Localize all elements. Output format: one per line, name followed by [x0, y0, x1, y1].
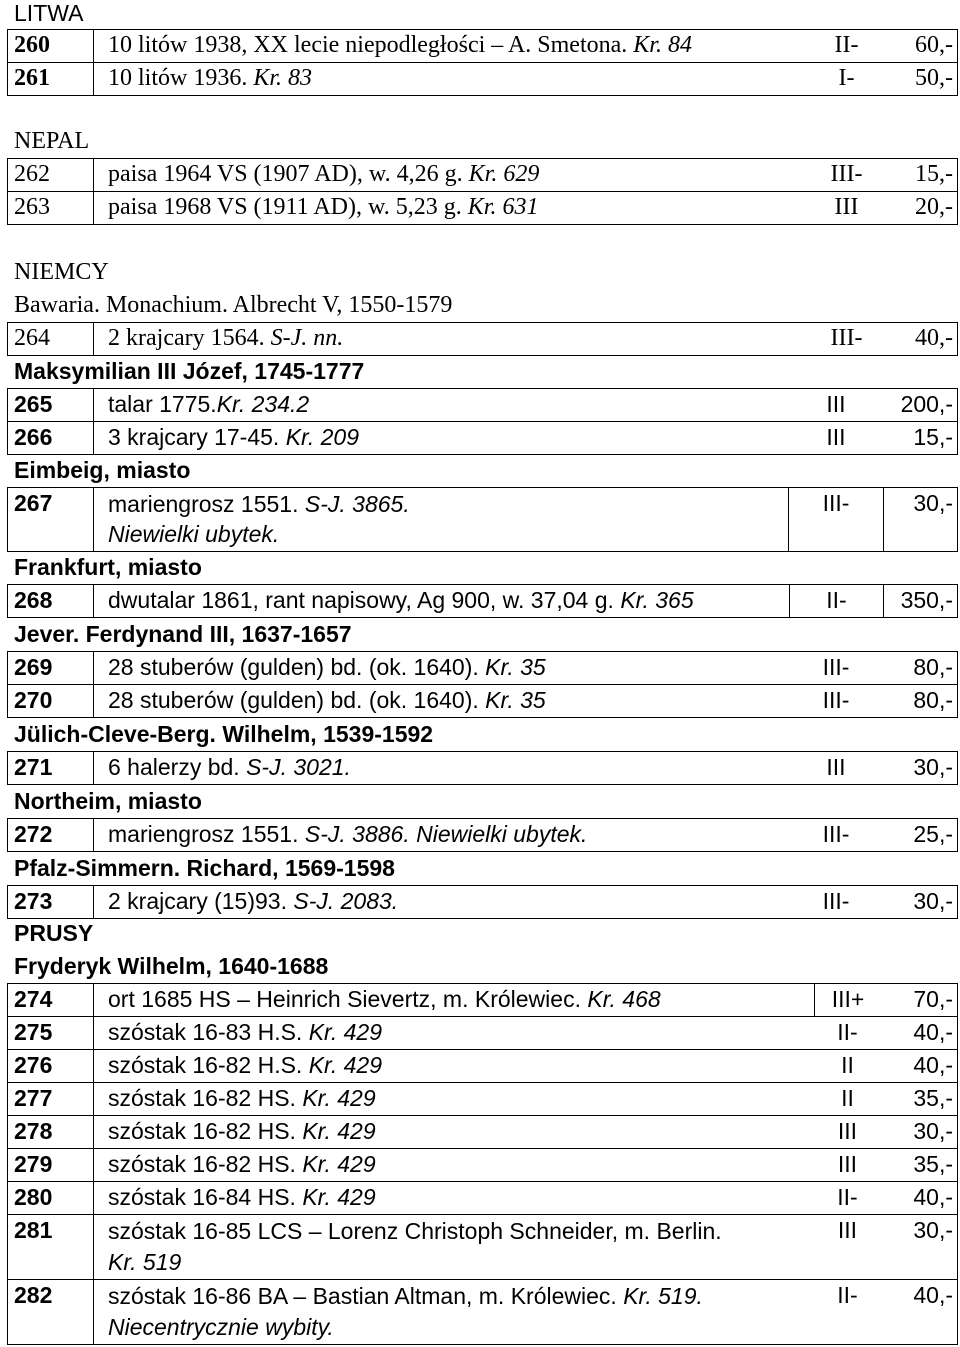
lot-number: 277 — [14, 1085, 53, 1111]
lot-description: talar 1775. — [108, 391, 217, 417]
lot-reference: S-J. 3886. Niewielki ubytek. — [304, 821, 588, 847]
lot-reference: Kr. 429 — [308, 1019, 383, 1045]
lot-description: 2 krajcary (15)93. — [108, 888, 287, 914]
lot-price: 70,- — [913, 986, 953, 1012]
lot-reference: Kr. 429 — [308, 1052, 383, 1078]
lot-price: 40,- — [913, 1052, 953, 1078]
lot-row — [7, 1148, 958, 1182]
lot-reference: Kr. 429 — [302, 1151, 376, 1177]
lot-reference: Kr. 629 — [468, 161, 540, 187]
lot-number: 266 — [14, 424, 53, 450]
subsection-fryderyk: Fryderyk Wilhelm, 1640-1688 — [14, 953, 329, 979]
lot-grade: III — [826, 391, 846, 417]
subsection-bawaria: Bawaria. Monachium. Albrecht V, 1550-1579 — [14, 292, 453, 318]
lot-price: 40,- — [913, 1019, 953, 1045]
lot-row — [7, 1279, 958, 1345]
lot-reference: Kr. 35 — [485, 687, 546, 713]
lot-reference: Kr. 429 — [302, 1118, 376, 1144]
lot-row — [7, 751, 958, 785]
lot-reference: S-J. 3021. — [246, 754, 351, 780]
lot-row — [7, 584, 958, 618]
lot-description: szóstak 16-83 H.S. — [108, 1019, 303, 1045]
lot-description: 10 litów 1936. — [108, 65, 248, 91]
lot-price: 30,- — [913, 1217, 953, 1243]
lot-reference: Kr. 84 — [633, 32, 692, 58]
lot-row — [7, 62, 958, 96]
section-heading-prusy: PRUSY — [14, 920, 94, 946]
lot-number: 271 — [14, 754, 53, 780]
lot-description: ort 1685 HS – Heinrich Sievertz, m. Królewiec. — [108, 986, 581, 1012]
lot-grade: III- — [822, 888, 850, 914]
lot-description: szóstak 16-84 HS. — [108, 1184, 296, 1210]
lot-price: 60,- — [915, 32, 953, 58]
subsection-pfalz: Pfalz-Simmern. Richard, 1569-1598 — [14, 855, 395, 881]
lot-price: 20,- — [915, 194, 953, 220]
lot-grade: III- — [822, 654, 850, 680]
lot-price: 30,- — [913, 888, 953, 914]
lot-row — [7, 29, 958, 63]
lot-number: 262 — [14, 161, 50, 187]
lot-row — [7, 158, 958, 192]
lot-description: 28 stuberów (gulden) bd. (ok. 1640). — [108, 687, 479, 713]
lot-row — [7, 1214, 958, 1280]
lot-number: 278 — [14, 1118, 53, 1144]
lot-number: 273 — [14, 888, 53, 914]
lot-reference: Kr. 429 — [302, 1184, 376, 1210]
lot-number: 268 — [14, 587, 53, 613]
lot-row — [7, 322, 958, 356]
lot-price: 40,- — [913, 1184, 953, 1210]
lot-grade: III — [826, 424, 846, 450]
lot-reference: Kr. 519. — [623, 1283, 703, 1309]
lot-grade: III- — [822, 821, 850, 847]
lot-description: szóstak 16-86 BA – Bastian Altman, m. Królewiec. — [108, 1283, 617, 1309]
lot-grade: III — [834, 194, 859, 220]
lot-price: 35,- — [913, 1151, 953, 1177]
lot-description: mariengrosz 1551. — [108, 821, 299, 847]
lot-grade: II- — [837, 1184, 858, 1210]
section-heading-nepal: NEPAL — [14, 128, 90, 154]
lot-price: 15,- — [915, 161, 953, 187]
lot-price: 80,- — [913, 654, 953, 680]
lot-number: 274 — [14, 986, 53, 1012]
lot-price: 15,- — [913, 424, 953, 450]
lot-price: 35,- — [913, 1085, 953, 1111]
lot-row — [7, 1016, 958, 1050]
lot-description: szóstak 16-85 LCS – Lorenz Christoph Schneider, m. Berlin. — [108, 1218, 722, 1244]
lot-grade: III — [826, 754, 846, 780]
lot-price: 40,- — [915, 325, 953, 351]
lot-description: paisa 1964 VS (1907 AD), w. 4,26 g. — [108, 161, 463, 187]
section-heading-niemcy: NIEMCY — [14, 259, 109, 285]
lot-number: 272 — [14, 821, 53, 847]
lot-price: 350,- — [900, 587, 953, 613]
lot-number: 267 — [14, 490, 53, 516]
lot-reference: Kr. 519 — [108, 1249, 182, 1275]
lot-number: 269 — [14, 654, 53, 680]
lot-reference: Kr. 429 — [302, 1085, 376, 1111]
lot-price: 200,- — [900, 391, 953, 417]
lot-number: 280 — [14, 1184, 53, 1210]
lot-number: 275 — [14, 1019, 53, 1045]
lot-grade: II- — [834, 32, 859, 58]
subsection-jever: Jever. Ferdynand III, 1637-1657 — [14, 621, 352, 647]
lot-description: mariengrosz 1551. — [108, 491, 299, 517]
lot-number: 279 — [14, 1151, 53, 1177]
lot-description: 3 krajcary 17-45. — [108, 424, 280, 450]
lot-reference: S-J. 2083. — [293, 888, 399, 914]
lot-description: szóstak 16-82 HS. — [108, 1085, 296, 1111]
lot-description: 28 stuberów (gulden) bd. (ok. 1640). — [108, 654, 479, 680]
lot-grade: I- — [838, 65, 855, 91]
lot-grade: II- — [826, 587, 847, 613]
lot-number: 265 — [14, 391, 53, 417]
lot-reference: Kr. 83 — [253, 65, 313, 91]
subsection-eimbeig: Eimbeig, miasto — [14, 457, 191, 483]
lot-number: 282 — [14, 1282, 53, 1308]
lot-reference: Kr. 365 — [620, 587, 694, 613]
lot-reference: Kr. 209 — [285, 424, 360, 450]
lot-price: 30,- — [913, 754, 953, 780]
lot-price: 80,- — [913, 687, 953, 713]
lot-reference: Kr. 234.2 — [216, 391, 310, 417]
lot-grade: III- — [830, 161, 863, 187]
lot-row — [7, 983, 958, 1017]
lot-row — [7, 388, 958, 422]
lot-grade: III+ — [831, 986, 865, 1012]
lot-description: szóstak 16-82 H.S. — [108, 1052, 303, 1078]
lot-price: 25,- — [913, 821, 953, 847]
lot-description: 2 krajcary 1564. — [108, 325, 265, 351]
lot-row — [7, 191, 958, 225]
lot-row — [7, 818, 958, 852]
subsection-northeim: Northeim, miasto — [14, 788, 202, 814]
lot-reference: S-J. 3865. — [304, 491, 410, 517]
lot-row — [7, 1049, 958, 1083]
lot-description: paisa 1968 VS (1911 AD), w. 5,23 g. — [108, 194, 462, 220]
lot-number: 281 — [14, 1217, 53, 1243]
lot-grade: III- — [822, 687, 850, 713]
lot-row — [7, 1082, 958, 1116]
lot-row — [7, 1181, 958, 1215]
lot-note: Niecentrycznie wybity. — [108, 1314, 334, 1340]
lot-number: 270 — [14, 687, 53, 713]
lot-description: szóstak 16-82 HS. — [108, 1151, 296, 1177]
lot-grade: II — [841, 1085, 854, 1111]
lot-grade: III- — [822, 490, 850, 516]
lot-price: 30,- — [913, 490, 953, 516]
lot-note: Niewielki ubytek. — [108, 521, 280, 547]
lot-description: dwutalar 1861, rant napisowy, Ag 900, w. 37,04 g. — [108, 587, 614, 613]
lot-row — [7, 651, 958, 685]
lot-number: 261 — [14, 65, 50, 91]
lot-description: szóstak 16-82 HS. — [108, 1118, 296, 1144]
lot-grade: II- — [837, 1019, 858, 1045]
lot-reference: Kr. 468 — [587, 986, 661, 1012]
lot-row — [7, 1115, 958, 1149]
lot-number: 263 — [14, 194, 50, 220]
lot-reference: Kr. 631 — [467, 194, 539, 220]
subsection-julich: Jülich-Cleve-Berg. Wilhelm, 1539-1592 — [14, 721, 434, 747]
lot-number: 276 — [14, 1052, 53, 1078]
lot-description: 10 litów 1938, XX lecie niepodległości – A. Smetona. — [108, 32, 628, 58]
lot-description: 6 halerzy bd. — [108, 754, 240, 780]
lot-grade: III — [837, 1118, 858, 1144]
section-heading-litwa: LITWA — [14, 0, 84, 26]
lot-reference: S-J. nn. — [270, 325, 344, 351]
subsection-frankfurt: Frankfurt, miasto — [14, 554, 202, 580]
lot-grade: III — [837, 1217, 858, 1243]
lot-row — [7, 885, 958, 919]
lot-row — [7, 487, 958, 552]
lot-price: 40,- — [913, 1282, 953, 1308]
lot-reference: Kr. 35 — [485, 654, 546, 680]
lot-row — [7, 421, 958, 455]
lot-grade: III — [837, 1151, 858, 1177]
lot-grade: II- — [837, 1282, 858, 1308]
lot-price: 50,- — [915, 65, 953, 91]
lot-grade: II — [841, 1052, 854, 1078]
lot-number: 260 — [8, 30, 94, 62]
lot-price: 30,- — [913, 1118, 953, 1144]
lot-grade: III- — [830, 325, 863, 351]
lot-row — [7, 684, 958, 718]
lot-number: 264 — [14, 325, 50, 351]
subsection-maksymilian: Maksymilian III Józef, 1745-1777 — [14, 358, 365, 384]
